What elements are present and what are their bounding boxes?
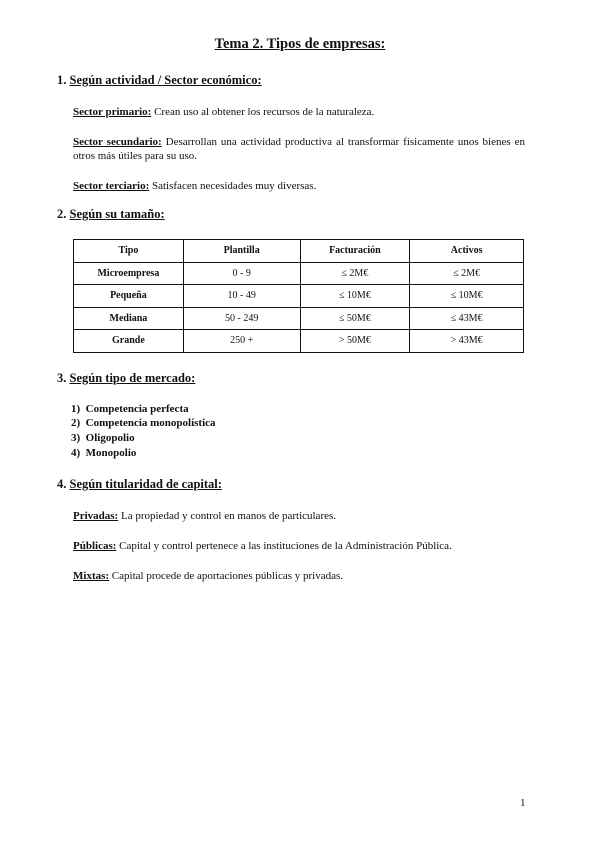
- list-item: [71, 403, 189, 415]
- table-row: [74, 285, 524, 308]
- table-cell: Grande: [74, 330, 184, 353]
- table-cell: Pequeña: [74, 285, 184, 308]
- paragraph-publicas: [73, 539, 452, 553]
- list-item: [71, 432, 135, 444]
- table-cell: ≤ 10M€: [410, 285, 524, 308]
- table-cell: 0 - 9: [183, 262, 300, 285]
- text-sector-secundario: Desarrollan una actividad productiva al transformar físicamente unos bienes en otros más útiles para su uso.: [73, 136, 525, 162]
- company-size-table: [73, 239, 524, 353]
- page-number: 1: [520, 797, 526, 809]
- list-item-number: 2): [71, 417, 81, 429]
- list-item-text: Oligopolio: [85, 432, 135, 444]
- table-cell: ≤ 2M€: [300, 262, 410, 285]
- section-1-heading: [57, 73, 262, 88]
- section-2-title: Según su tamaño:: [69, 207, 165, 221]
- table-header-cell: Facturación: [300, 240, 410, 263]
- table-cell: > 50M€: [300, 330, 410, 353]
- paragraph-sector-primario: [73, 105, 374, 119]
- table-row: [74, 262, 524, 285]
- table-cell: ≤ 10M€: [300, 285, 410, 308]
- table-cell: ≤ 50M€: [300, 307, 410, 330]
- table-cell: ≤ 43M€: [410, 307, 524, 330]
- section-4-title: Según titularidad de capital:: [69, 477, 222, 491]
- table-cell: 10 - 49: [183, 285, 300, 308]
- page-title: Tema 2. Tipos de empresas:: [214, 36, 386, 52]
- table-cell: 250 +: [183, 330, 300, 353]
- section-3-title: Según tipo de mercado:: [69, 371, 196, 385]
- section-4-number: 4.: [57, 477, 67, 491]
- text-sector-terciario: Satisfacen necesidades muy diversas.: [149, 180, 317, 192]
- list-item: [71, 447, 136, 459]
- section-2-number: 2.: [57, 207, 67, 221]
- list-item-number: 4): [71, 447, 81, 459]
- section-1-title: Según actividad / Sector económico:: [69, 73, 262, 87]
- paragraph-sector-terciario: [73, 179, 316, 193]
- label-sector-terciario: Sector terciario:: [73, 180, 150, 192]
- section-3-number: 3.: [57, 371, 67, 385]
- table-row: [74, 307, 524, 330]
- paragraph-privadas: [73, 509, 336, 523]
- table-cell: > 43M€: [410, 330, 524, 353]
- table-header-cell: Activos: [410, 240, 524, 263]
- list-item-text: Competencia perfecta: [85, 403, 189, 415]
- text-privadas: La propiedad y control en manos de particulares.: [118, 510, 337, 522]
- label-privadas: Privadas:: [73, 510, 119, 522]
- text-mixtas: Capital procede de aportaciones públicas y privadas.: [109, 570, 344, 582]
- table-header-cell: Plantilla: [183, 240, 300, 263]
- label-sector-secundario: Sector secundario:: [73, 136, 162, 148]
- list-item-text: Monopolio: [85, 447, 137, 459]
- table-cell: Microempresa: [74, 262, 184, 285]
- list-item-text: Competencia monopolística: [85, 417, 216, 429]
- table-cell: ≤ 2M€: [410, 262, 524, 285]
- section-4-heading: [57, 477, 222, 492]
- table-cell: Mediana: [74, 307, 184, 330]
- table-header-row: [74, 240, 524, 263]
- text-publicas: Capital y control pertenece a las instituciones de la Administración Pública.: [116, 540, 452, 552]
- table-row: [74, 330, 524, 353]
- section-1-number: 1.: [57, 73, 67, 87]
- list-item: [71, 417, 216, 429]
- section-2-heading: [57, 207, 165, 222]
- paragraph-sector-secundario: [73, 135, 525, 163]
- label-publicas: Públicas:: [73, 540, 117, 552]
- paragraph-mixtas: [73, 569, 343, 583]
- text-sector-primario: Crean uso al obtener los recursos de la naturaleza.: [151, 106, 375, 118]
- table-cell: 50 - 249: [183, 307, 300, 330]
- label-sector-primario: Sector primario:: [73, 106, 152, 118]
- list-item-number: 1): [71, 403, 81, 415]
- section-3-heading: [57, 371, 195, 386]
- table-header-cell: Tipo: [74, 240, 184, 263]
- list-item-number: 3): [71, 432, 81, 444]
- label-mixtas: Mixtas:: [73, 570, 110, 582]
